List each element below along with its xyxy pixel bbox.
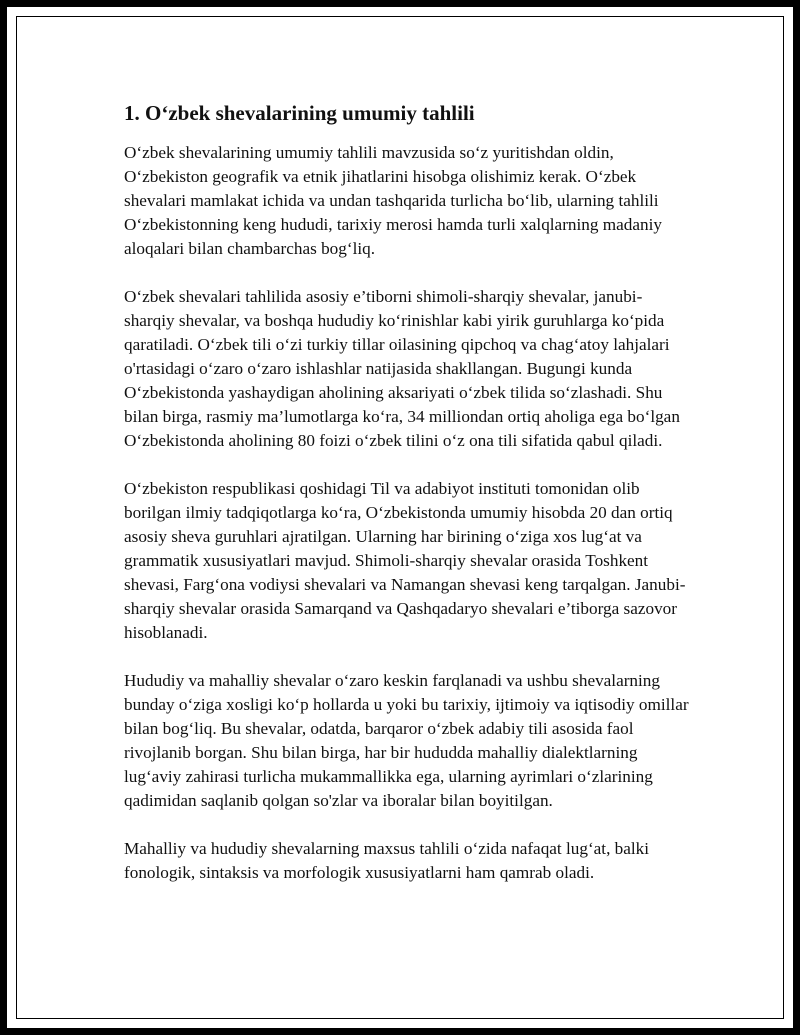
document-body [124, 99, 690, 909]
paragraph-3: O‘zbekiston respublikasi qoshidagi Til va adabiyot instituti tomonidan olib borilgan ilmiy tadqiqotlarga ko‘ra, O‘zbekistonda umumiy hisobda 20 dan ortiq asosiy sheva guruhlari ajratilgan. Ularning har birining o‘ziga xos lug‘at va grammatik xususiyatlari mavjud. Shimoli-sharqiy shevalar orasida Toshkent shevasi, Farg‘ona vodiysi shevalari va Namangan shevasi keng tarqalgan. Janubi-sharqiy shevalar orasida Samarqand va Qashqadaryo shevalari e’tiborga sazovor hisoblanadi. [124, 479, 686, 642]
paragraph-5: Mahalliy va hududiy shevalarning maxsus tahlili o‘zida nafaqat lug‘at, balki fonologik, sintaksis va morfologik xususiyatlarni ham qamrab oladi. [124, 839, 650, 882]
paragraph-4: Hududiy va mahalliy shevalar o‘zaro keskin farqlanadi va ushbu shevalarning bunday o‘ziga xosligi ko‘p hollarda u yoki bu tarixiy, ijtimoiy va iqtisodiy omillar bilan bog‘liq. Bu shevalar, odatda, barqaror o‘zbek adabiy tili asosida faol rivojlanib borgan. Shu bilan birga, har bir hududda mahalliy dialektlarning lug‘aviy zahirasi turlicha mukammallikka ega, ularning ayrimlari o‘zlarining qadimidan saqlanib qolgan so'zlar va iboralar bilan boyitilgan. [124, 671, 689, 810]
section-heading: 1. O‘zbek shevalarining umumiy tahlili [124, 101, 475, 125]
paragraph-1: O‘zbek shevalarining umumiy tahlili mavzusida so‘z yuritishdan oldin, O‘zbekiston geografik va etnik jihatlarini hisobga olishimiz kerak. O‘zbek shevalari mamlakat ichida va undan tashqarida turlicha bo‘lib, ularning tahlili O‘zbekistonning keng hududi, tarixiy merosi hamda turli xalqlarning madaniy aloqalari bilan chambarchas bog‘liq. [124, 143, 662, 258]
paragraph-2: O‘zbek shevalari tahlilida asosiy e’tiborni shimoli-sharqiy shevalar, janubi-sharqiy shevalar, va boshqa hududiy ko‘rinishlar kabi yirik guruhlarga ko‘pida qaratiladi. O‘zbek tili o‘zi turkiy tillar oilasining qipchoq va chag‘atoy lahjalari o'rtasidagi o‘zaro o‘zaro ishlashlar natijasida shakllangan. Bugungi kunda O‘zbekistonda yashaydigan aholining aksariyati o‘zbek tilida so‘zlashadi. Shu bilan birga, rasmiy ma’lumotlarga ko‘ra, 34 milliondan ortiq aholiga ega bo‘lgan O‘zbekistonda aholining 80 foizi o‘zbek tilini o‘z ona tili sifatida qabul qiladi. [124, 287, 680, 450]
